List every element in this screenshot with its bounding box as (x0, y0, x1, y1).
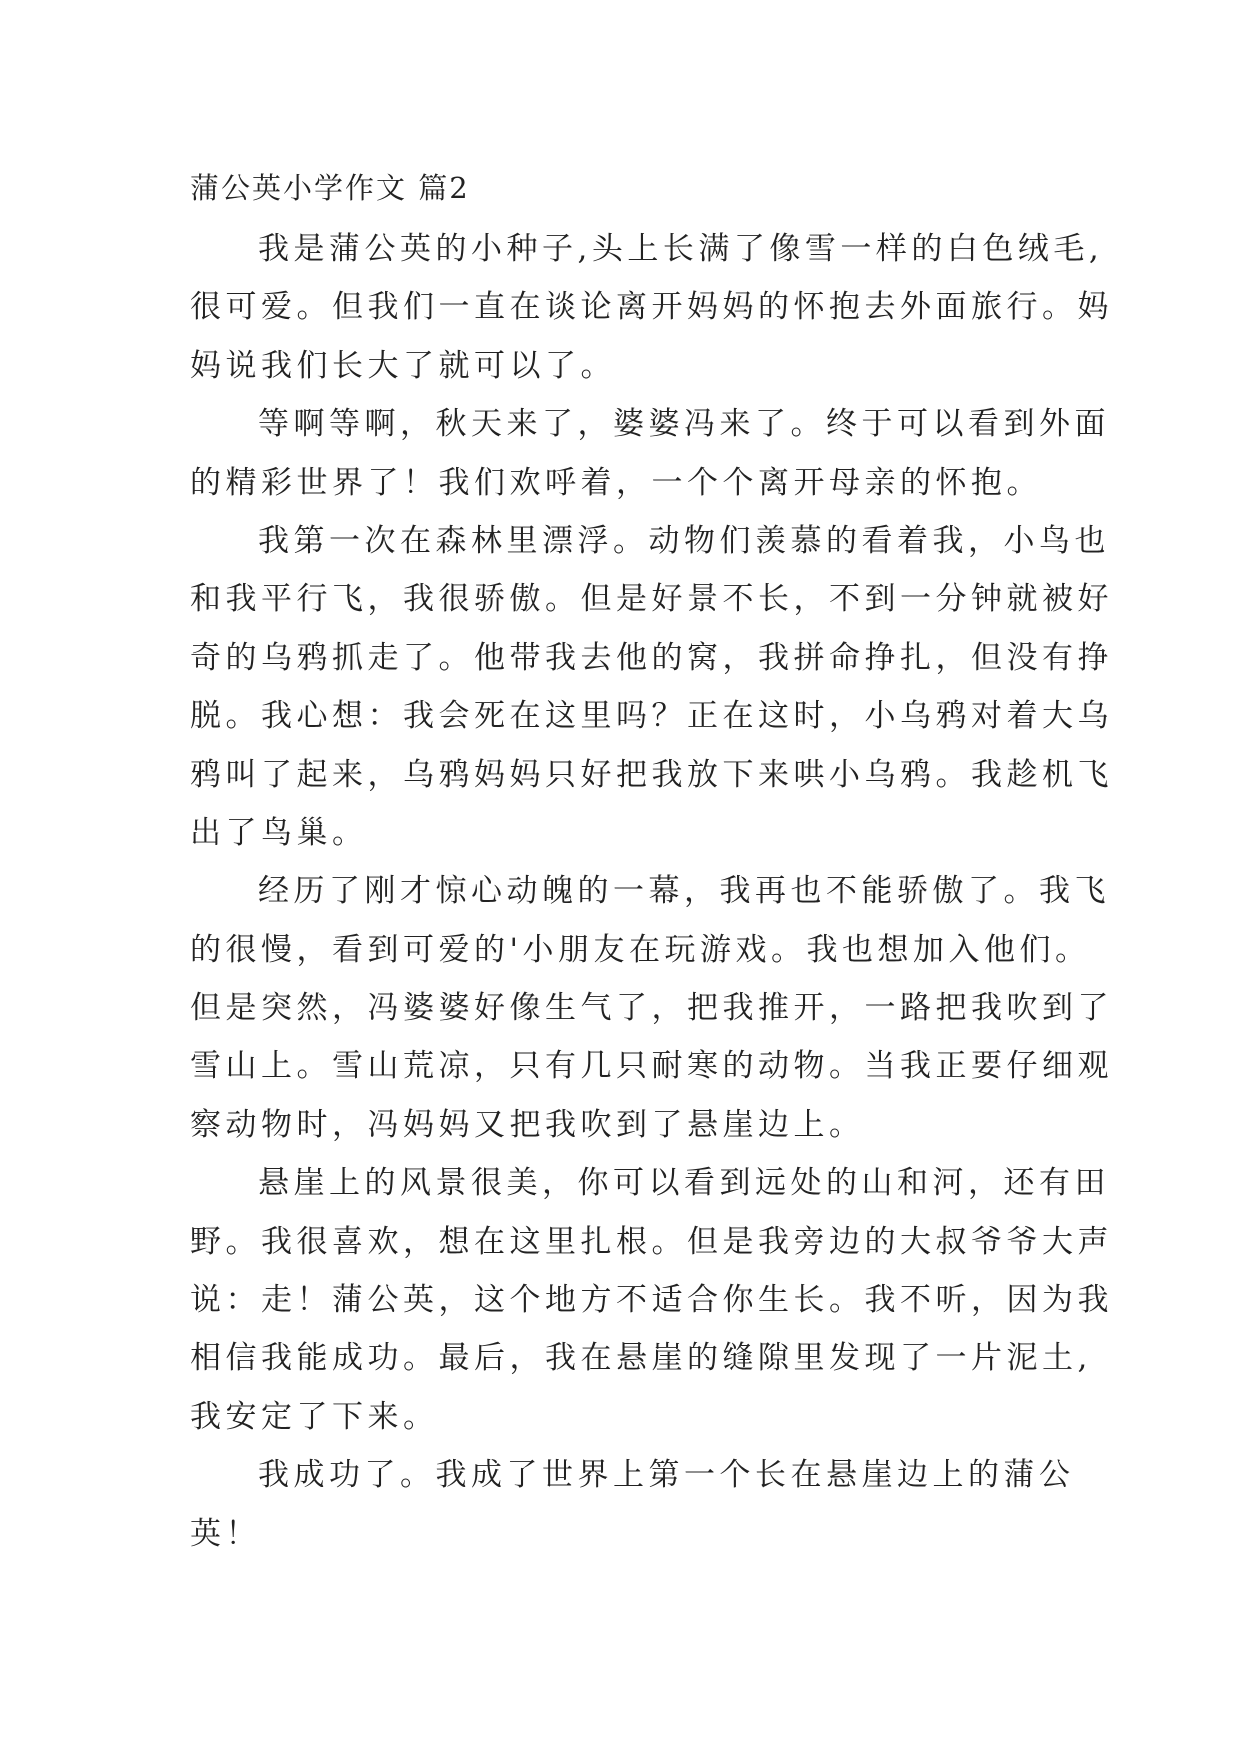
paragraph-line: 相信我能成功。最后，我在悬崖的缝隙里发现了一片泥土, (190, 1340, 1092, 1377)
paragraph-first-line: 我是蒲公英的小种子,头上长满了像雪一样的白色绒毛, (258, 231, 1104, 267)
document-title: 蒲公英小学作文 篇2 (190, 171, 470, 205)
paragraph-line: 和我平行飞，我很骄傲。但是好景不长，不到一分钟就被好 (190, 581, 1113, 618)
paragraph-line: 雪山上。雪山荒凉，只有几只耐寒的动物。当我正要仔细观 (190, 1048, 1113, 1085)
document-body (190, 220, 1113, 1563)
paragraph-line: 的很慢，看到可爱的'小朋友在玩游戏。我也想加入他们。 (190, 931, 1091, 968)
paragraph-first-line: 经历了刚才惊心动魄的一幕，我再也不能骄傲了。我飞 (258, 873, 1110, 910)
paragraph-line: 出了鸟巢。 (190, 814, 368, 851)
paragraph-first-line: 悬崖上的风景很美，你可以看到远处的山和河，还有田 (258, 1165, 1110, 1202)
paragraph-line: 脱。我心想：我会死在这里吗？正在这时，小乌鸦对着大乌 (190, 698, 1113, 735)
paragraph-first-line: 等啊等啊，秋天来了，婆婆冯来了。终于可以看到外面 (258, 406, 1110, 443)
paragraph-first-line: 我成功了。我成了世界上第一个长在悬崖边上的蒲公 (258, 1457, 1075, 1494)
paragraph-first-line: 我第一次在森林里漂浮。动物们羡慕的看着我，小鸟也 (258, 522, 1110, 559)
paragraph-line: 野。我很喜欢，想在这里扎根。但是我旁边的大叔爷爷大声 (190, 1223, 1113, 1260)
paragraph-line: 说：走！蒲公英，这个地方不适合你生长。我不听，因为我 (190, 1282, 1113, 1319)
paragraph-line: 英！ (190, 1515, 261, 1552)
paragraph-line: 察动物时，冯妈妈又把我吹到了悬崖边上。 (190, 1106, 865, 1143)
paragraph-line: 但是突然，冯婆婆好像生气了，把我推开，一路把我吹到了 (190, 990, 1113, 1027)
paragraph-line: 的精彩世界了！我们欢呼着，一个个离开母亲的怀抱。 (190, 464, 1042, 501)
paragraph-line: 我安定了下来。 (190, 1398, 439, 1435)
paragraph-line: 妈说我们长大了就可以了。 (190, 347, 616, 384)
paragraph-line: 奇的乌鸦抓走了。他带我去他的窝，我拼命挣扎，但没有挣 (190, 639, 1113, 676)
paragraph-line: 鸦叫了起来，乌鸦妈妈只好把我放下来哄小乌鸦。我趁机飞 (190, 756, 1113, 793)
paragraph-line: 很可爱。但我们一直在谈论离开妈妈的怀抱去外面旅行。妈 (190, 289, 1113, 326)
